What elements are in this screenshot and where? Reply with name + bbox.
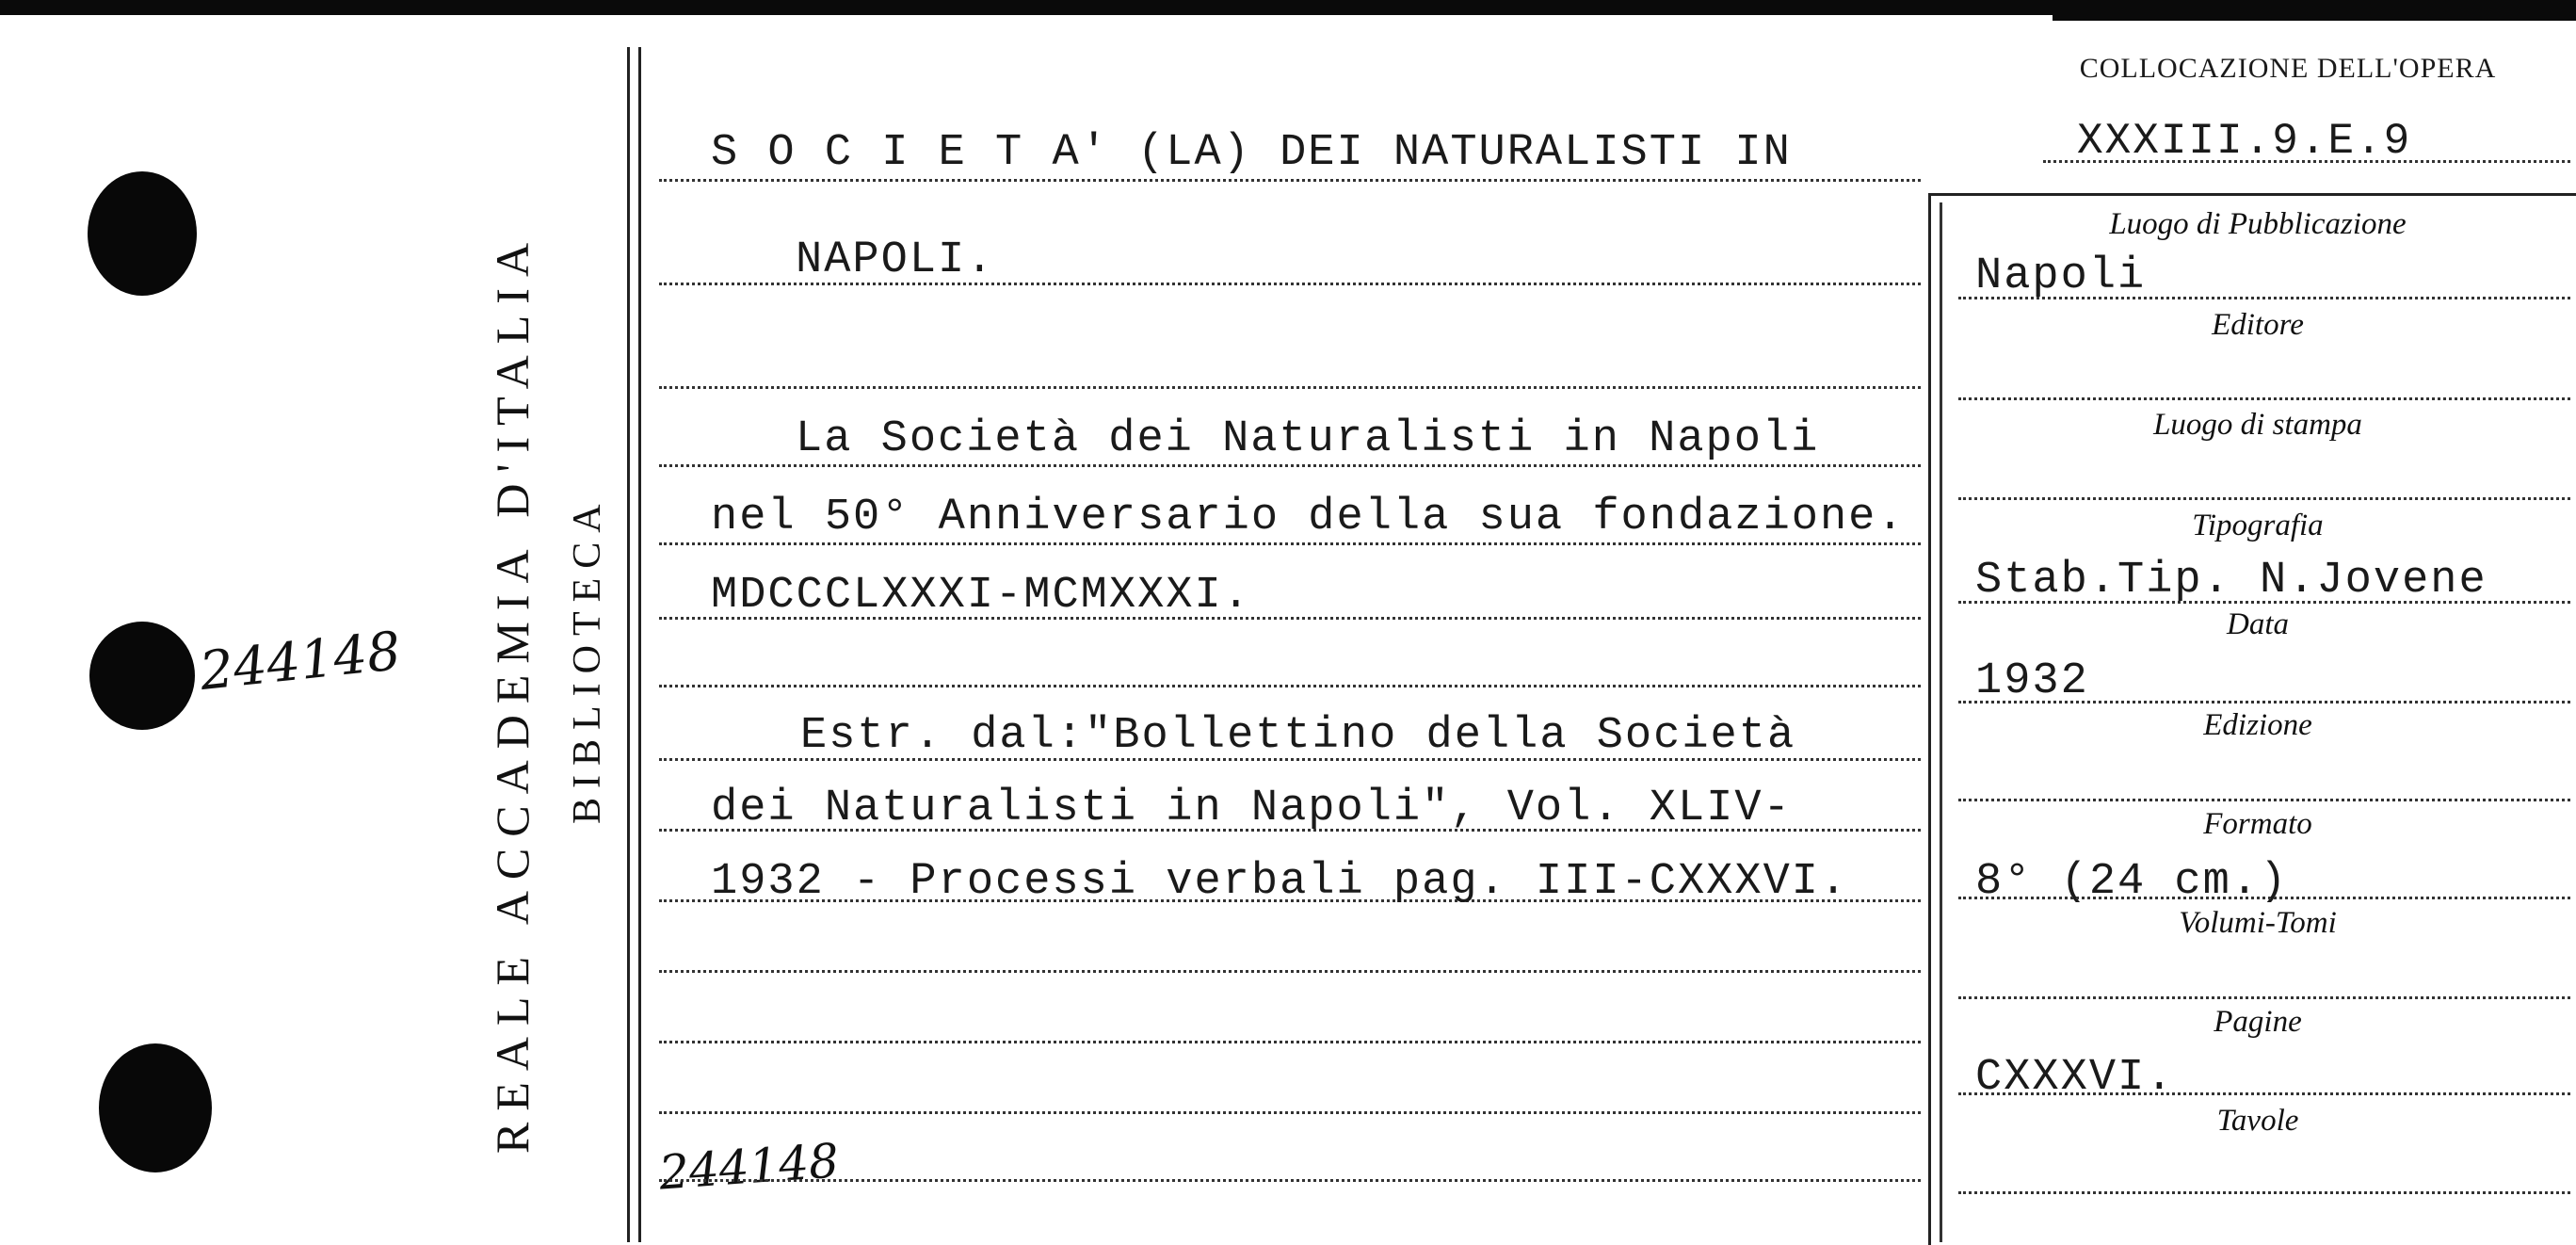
- rule-edizione: [1958, 799, 2570, 801]
- collocazione-value: XXXIII.9.E.9: [2077, 117, 2412, 166]
- collocazione-underline: [2043, 160, 2570, 163]
- top-border-right: [2053, 0, 2576, 21]
- vertical-rule-left: [627, 47, 630, 1242]
- title-line-2: nel 50° Anniversario della sua fondazione.: [711, 493, 1906, 542]
- institution-title: REALE ACCADEMIA D'ITALIA: [486, 231, 539, 1154]
- value-tipografia: Stab.Tip. N.Jovene: [1975, 556, 2487, 606]
- value-data: 1932: [1975, 656, 2089, 706]
- rule-1: [659, 179, 1921, 182]
- label-volumi-tomi: Volumi-Tomi: [2179, 906, 2337, 940]
- rule-7: [659, 685, 1921, 687]
- value-luogo-pubblicazione: Napoli: [1975, 251, 2147, 301]
- library-label: BIBLIOTECA: [566, 494, 609, 824]
- rule-tipografia: [1958, 601, 2570, 604]
- rule-13: [659, 1111, 1921, 1114]
- rule-3: [659, 386, 1921, 389]
- label-editore: Editore: [2212, 308, 2304, 342]
- title-line-3: MDCCCLXXXI-MCMXXXI.: [711, 571, 1251, 621]
- punch-hole-top: [88, 171, 197, 296]
- rule-pagine: [1958, 1092, 2570, 1095]
- label-pagine: Pagine: [2214, 1005, 2302, 1039]
- rule-volumi-tomi: [1958, 996, 2570, 999]
- rule-4: [659, 464, 1921, 467]
- punch-hole-bottom: [99, 1043, 212, 1172]
- rule-tavole: [1958, 1191, 2570, 1194]
- vertical-rule-inner: [638, 47, 641, 1242]
- label-luogo-pubblicazione: Luogo di Pubblicazione: [2109, 207, 2407, 241]
- inventory-number-margin: 244148: [197, 621, 404, 703]
- collocazione-label: COLLOCAZIONE DELL'OPERA: [2079, 53, 2497, 84]
- rule-14: [659, 1179, 1921, 1182]
- heading-line-1: S O C I E T A' (LA) DEI NATURALISTI IN: [711, 128, 1792, 178]
- rule-luogo-stampa: [1958, 497, 2570, 500]
- rule-5: [659, 542, 1921, 545]
- value-pagine: CXXXVI.: [1975, 1053, 2175, 1103]
- label-luogo-stampa: Luogo di stampa: [2153, 408, 2362, 442]
- label-tavole: Tavole: [2216, 1104, 2299, 1138]
- punch-hole-middle: [89, 622, 195, 730]
- value-formato: 8° (24 cm.): [1975, 857, 2289, 907]
- extract-line-1: Estr. dal:"Bollettino della Società: [800, 711, 1796, 761]
- rule-editore: [1958, 397, 2570, 400]
- label-edizione: Edizione: [2203, 708, 2312, 742]
- extract-line-2: dei Naturalisti in Napoli", Vol. XLIV-: [711, 784, 1792, 833]
- label-data: Data: [2227, 607, 2289, 641]
- extract-line-3: 1932 - Processi verbali pag. III-CXXXVI.: [711, 857, 1849, 907]
- inventory-number-bottom: 244148: [657, 1133, 841, 1201]
- label-formato: Formato: [2203, 807, 2312, 841]
- rule-12: [659, 1041, 1921, 1043]
- rule-formato: [1958, 897, 2570, 899]
- label-tipografia: Tipografia: [2192, 509, 2324, 542]
- rule-data: [1958, 701, 2570, 703]
- rule-11: [659, 970, 1921, 973]
- heading-line-2: NAPOLI.: [796, 235, 995, 285]
- rule-luogo-pubblicazione: [1958, 297, 2570, 299]
- title-line-1: La Società dei Naturalisti in Napoli: [796, 414, 1820, 464]
